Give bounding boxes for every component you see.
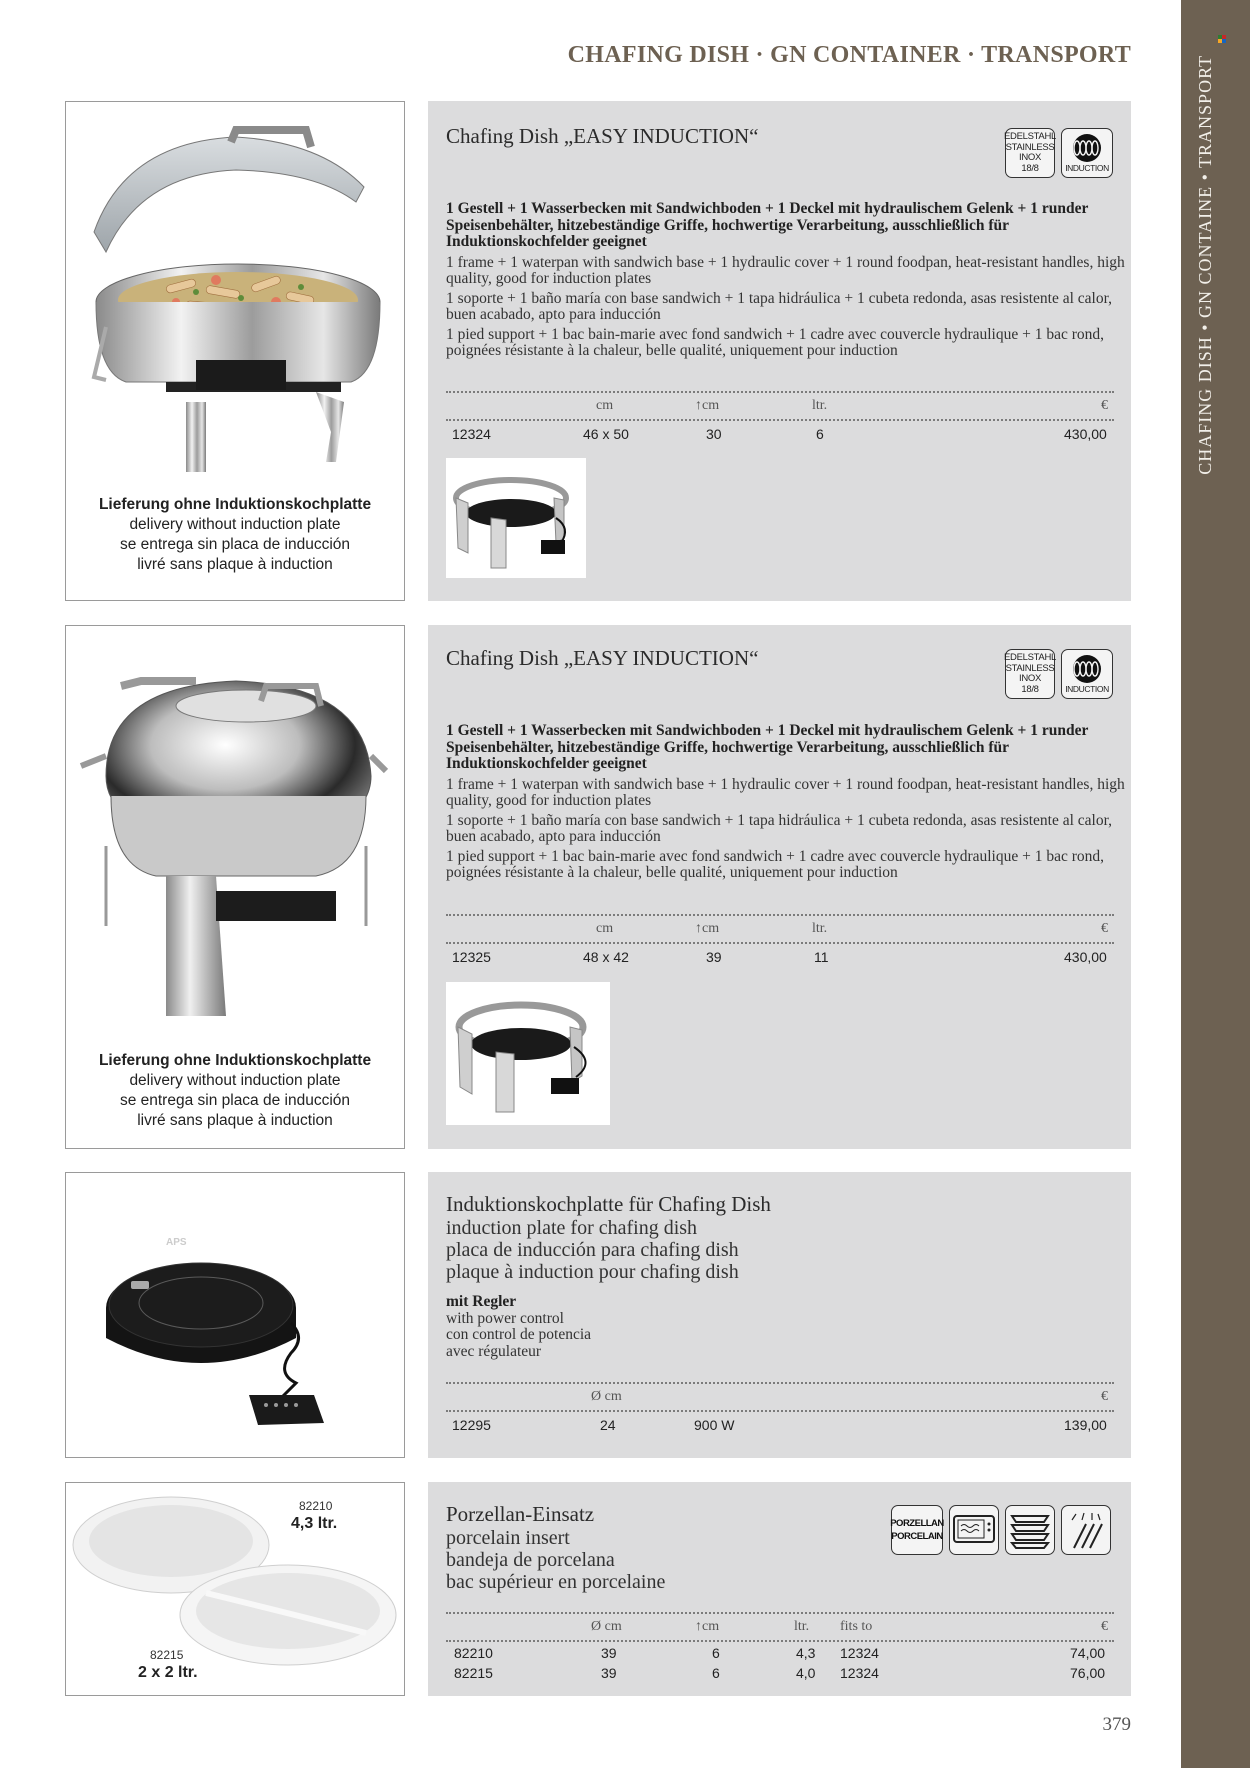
height-arrow-icon: ↑ xyxy=(695,921,702,936)
product-title: Induktionskochplatte für Chafing Dish xyxy=(446,1192,771,1216)
size-value: 46 x 50 xyxy=(583,426,629,442)
diameter-value: 39 xyxy=(601,1645,617,1661)
price-value: 74,00 xyxy=(1070,1645,1106,1661)
stainless-steel-badge: EDELSTAHL STAINLESS INOX 18/8 xyxy=(1005,128,1055,178)
page-title: CHAFING DISH · GN CONTAINER · TRANSPORT xyxy=(567,42,1131,68)
induction-frame-image xyxy=(446,982,610,1125)
article-number: 12324 xyxy=(452,426,491,442)
microwave-icon xyxy=(949,1505,999,1555)
product-title: Chafing Dish „EASY INDUCTION“ xyxy=(446,124,759,148)
badge-group xyxy=(891,1505,1111,1555)
caption-de: Lieferung ohne Induktionskochplatte xyxy=(98,1052,372,1069)
subtitle-es: placa de inducción para chafing dish xyxy=(446,1239,739,1261)
dishwasher-safe-icon xyxy=(1061,1505,1111,1555)
product-image-box xyxy=(65,1482,405,1696)
table-rule xyxy=(446,1410,1114,1412)
height-arrow-icon: ↑ xyxy=(695,398,702,413)
description-fr: 1 pied support + 1 bac bain-marie avec fond sandwich + 1 cadre avec couvercle hydraulique + 1 bac rond, poignées résistante à la chaleur, belle qualité, uniquement pour induction xyxy=(446,325,1105,359)
product-description xyxy=(446,723,1126,885)
subtitle-en: induction plate for chafing dish xyxy=(446,1217,698,1239)
table-rule xyxy=(446,1382,1114,1384)
volume-value: 6 xyxy=(816,426,824,442)
subtitle-fr: plaque à induction pour chafing dish xyxy=(446,1261,739,1283)
product-title: Porzellan-Einsatz xyxy=(446,1502,595,1526)
product-panel xyxy=(428,625,1131,1149)
device-brand: APS xyxy=(166,1237,187,1248)
subtitle-en: porcelain insert xyxy=(446,1527,570,1549)
price-value: 76,00 xyxy=(1070,1665,1106,1681)
header-volume: ltr. xyxy=(812,398,828,413)
caption-de: Lieferung ohne Induktionskochplatte xyxy=(98,496,372,513)
label-capacity: 2 x 2 ltr. xyxy=(138,1664,198,1681)
label-code: 82210 xyxy=(299,1499,333,1513)
caption-es: se entrega sin placa de inducción xyxy=(119,1092,351,1109)
diameter-value: 39 xyxy=(601,1665,617,1681)
sidebar-section-title: CHAFING DISH • GN CONTAINE • TRANSPORT xyxy=(1195,55,1215,475)
badge-group xyxy=(1005,128,1113,178)
height-value: 30 xyxy=(706,426,722,442)
product-image-box xyxy=(65,101,405,601)
article-number: 82210 xyxy=(454,1645,493,1661)
product-title: Chafing Dish „EASY INDUCTION“ xyxy=(446,646,759,670)
size-value: 48 x 42 xyxy=(583,949,629,965)
induction-badge: INDUCTION xyxy=(1061,649,1113,699)
product-panel xyxy=(428,1172,1131,1458)
table-rule xyxy=(446,391,1114,393)
porcelain-insert-image xyxy=(66,1483,404,1696)
product-image-box xyxy=(65,1172,405,1458)
height-value: 6 xyxy=(712,1645,720,1661)
stainless-steel-badge: EDELSTAHL STAINLESS INOX 18/8 xyxy=(1005,649,1055,699)
height-value: 39 xyxy=(706,949,722,965)
label-code: 82215 xyxy=(150,1648,184,1662)
diameter-value: 24 xyxy=(600,1417,616,1433)
description-en: 1 frame + 1 waterpan with sandwich base + 1 hydraulic cover + 1 round foodpan, heat-resistant handles, high quality, good for induction plates xyxy=(446,775,1125,809)
description-de: 1 Gestell + 1 Wasserbecken mit Sandwichboden + 1 Deckel mit hydraulischem Gelenk + 1 runder Speisenbehälter, hitzebeständige Griffe, hochwertige Verarbeitung, ausschließlich für Induktionskochfelder geeignet xyxy=(446,722,1089,772)
description-es: 1 soporte + 1 baño maría con base sandwich + 1 tapa hidráulica + 1 cubeta redonda, asas resistente al calor, buen acabado, apto para inducción xyxy=(446,811,1113,845)
chafing-dish-open-image xyxy=(66,102,404,482)
fits-to-value: 12324 xyxy=(840,1665,879,1681)
article-number: 12295 xyxy=(452,1417,491,1433)
induction-badge: INDUCTION xyxy=(1061,128,1113,178)
stackable-icon xyxy=(1005,1505,1055,1555)
product-table xyxy=(446,1382,1114,1433)
header-volume: ltr. xyxy=(794,1619,810,1634)
header-volume: ltr. xyxy=(812,921,828,936)
caption-en: delivery without induction plate xyxy=(129,1072,341,1089)
frame-thumbnail xyxy=(446,982,610,1125)
volume-value: 11 xyxy=(814,949,829,965)
induction-coil-icon xyxy=(1067,654,1107,684)
header-price: € xyxy=(1101,921,1108,936)
description-es: con control de potencia xyxy=(446,1326,592,1343)
subtitle-es: bandeja de porcelana xyxy=(446,1549,615,1571)
article-number: 12325 xyxy=(452,949,491,965)
product-description xyxy=(446,201,1126,363)
header-size: cm xyxy=(596,921,614,936)
product-table xyxy=(446,391,1114,442)
caption-es: se entrega sin placa de inducción xyxy=(119,536,351,553)
article-number: 82215 xyxy=(454,1665,493,1681)
price-value: 430,00 xyxy=(1064,426,1107,442)
caption-fr: livré sans plaque à induction xyxy=(137,1112,333,1129)
header-height: ↑cm xyxy=(695,921,720,936)
header-fits-to: fits to xyxy=(840,1619,873,1634)
header-size: cm xyxy=(596,398,614,413)
description-en: 1 frame + 1 waterpan with sandwich base + 1 hydraulic cover + 1 round foodpan, heat-resistant handles, high quality, good for induction plates xyxy=(446,253,1125,287)
header-height: ↑cm xyxy=(695,1619,720,1634)
description-en: with power control xyxy=(446,1309,564,1327)
subtitle-fr: bac supérieur en porcelaine xyxy=(446,1571,666,1593)
height-arrow-icon: ↑ xyxy=(695,1619,702,1634)
badge-group xyxy=(1005,649,1113,699)
header-diameter: Ø cm xyxy=(591,1619,622,1634)
header-height: ↑cm xyxy=(695,398,720,413)
caption-en: delivery without induction plate xyxy=(129,516,341,533)
color-dots-icon xyxy=(1218,35,1228,43)
porcelain-badge: PORZELLAN PORCELAIN xyxy=(891,1505,943,1555)
table-rule xyxy=(446,419,1114,421)
product-table xyxy=(446,914,1114,965)
volume-value: 4,0 xyxy=(796,1665,816,1681)
product-subtitles xyxy=(446,1217,739,1283)
product-panel xyxy=(428,101,1131,601)
product-description xyxy=(446,1294,1126,1360)
table-rule xyxy=(446,1640,1114,1642)
price-value: 430,00 xyxy=(1064,949,1107,965)
product-image-box xyxy=(65,625,405,1149)
description-es: 1 soporte + 1 baño maría con base sandwich + 1 tapa hidráulica + 1 cubeta redonda, asas resistente al calor, buen acabado, apto para inducción xyxy=(446,289,1113,323)
header-price: € xyxy=(1101,1619,1108,1634)
header-price: € xyxy=(1101,1389,1108,1404)
frame-thumbnail xyxy=(446,458,586,578)
table-rule xyxy=(446,1612,1114,1614)
induction-plate-image xyxy=(66,1173,404,1458)
product-panel xyxy=(428,1482,1131,1696)
power-value: 900 W xyxy=(694,1417,735,1433)
header-price: € xyxy=(1101,398,1108,413)
chafing-dish-closed-image xyxy=(66,626,404,1026)
description-fr: 1 pied support + 1 bac bain-marie avec fond sandwich + 1 cadre avec couvercle hydraulique + 1 bac rond, poignées résistante à la chaleur, belle qualité, uniquement pour induction xyxy=(446,847,1105,881)
induction-coil-icon xyxy=(1067,133,1107,163)
description-de: 1 Gestell + 1 Wasserbecken mit Sandwichboden + 1 Deckel mit hydraulischem Gelenk + 1 runder Speisenbehälter, hitzebeständige Griffe, hochwertige Verarbeitung, ausschließlich für Induktionskochfelder geeignet xyxy=(446,200,1089,250)
product-table xyxy=(446,1612,1114,1682)
description-de: mit Regler xyxy=(446,1293,517,1310)
description-fr: avec régulateur xyxy=(446,1342,542,1360)
table-rule xyxy=(446,914,1114,916)
header-diameter: Ø cm xyxy=(591,1389,622,1404)
product-caption xyxy=(66,495,404,575)
product-subtitles xyxy=(446,1527,665,1593)
fits-to-value: 12324 xyxy=(840,1645,879,1661)
table-rule xyxy=(446,942,1114,944)
label-capacity: 4,3 ltr. xyxy=(291,1515,338,1532)
induction-frame-image xyxy=(446,458,586,578)
height-value: 6 xyxy=(712,1665,720,1681)
price-value: 139,00 xyxy=(1064,1417,1107,1433)
volume-value: 4,3 xyxy=(796,1645,816,1661)
caption-fr: livré sans plaque à induction xyxy=(137,556,333,573)
page-number: 379 xyxy=(1102,1714,1131,1735)
product-caption xyxy=(66,1051,404,1131)
